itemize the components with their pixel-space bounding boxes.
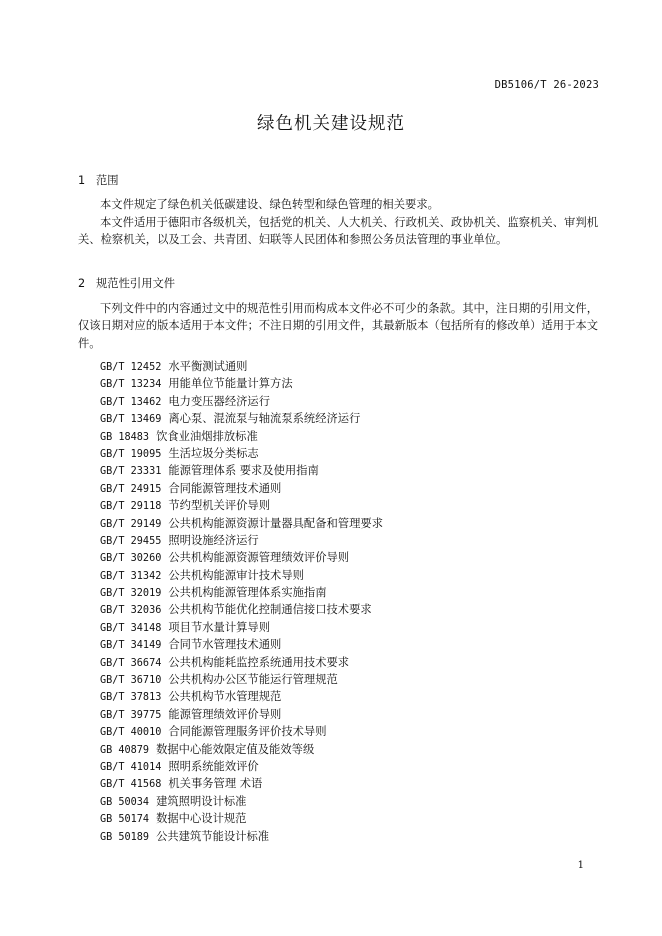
reference-item — [100, 497, 383, 514]
reference-item — [100, 654, 383, 671]
reference-code: GB/T 36674 — [100, 657, 162, 669]
reference-list — [100, 358, 383, 845]
reference-title: 建筑照明设计标准 — [156, 794, 247, 808]
document-code: DB5106/T 26-2023 — [494, 79, 599, 91]
scope-paragraph-1: 本文件规定了绿色机关低碳建设、绿色转型和绿色管理的相关要求。 — [100, 198, 439, 211]
reference-title: 离心泵、混流泵与轴流泵系统经济运行 — [168, 412, 361, 426]
reference-item — [100, 810, 383, 827]
reference-title: 照明系统能效评价 — [168, 759, 259, 773]
reference-code: GB 18483 — [100, 431, 150, 443]
reference-item — [100, 410, 383, 427]
reference-title: 公共机构节水管理规范 — [168, 690, 282, 704]
section-number: 1 — [78, 174, 86, 187]
reference-code: GB/T 39775 — [100, 709, 162, 721]
section-number: 2 — [78, 277, 86, 290]
reference-item — [100, 515, 383, 532]
reference-code: GB/T 32019 — [100, 588, 162, 600]
reference-code: GB 50034 — [100, 796, 150, 808]
reference-item — [100, 567, 383, 584]
reference-item — [100, 428, 383, 445]
reference-code: GB/T 23331 — [100, 466, 162, 478]
reference-title: 节约型机关评价导则 — [168, 499, 271, 513]
reference-code: GB/T 36710 — [100, 675, 162, 687]
reference-code: GB/T 13469 — [100, 414, 162, 426]
reference-title: 用能单位节能量计算方法 — [168, 377, 293, 391]
document-title: 绿色机关建设规范 — [257, 114, 405, 134]
reference-item — [100, 706, 383, 723]
reference-code: GB 50174 — [100, 814, 150, 826]
reference-code: GB/T 13462 — [100, 396, 162, 408]
reference-title: 合同能源管理服务评价技术导则 — [168, 725, 327, 739]
reference-title: 饮食业油烟排放标准 — [156, 429, 258, 443]
reference-title: 数据中心能效限定值及能效等级 — [156, 742, 315, 756]
reference-item — [100, 775, 383, 792]
reference-code: GB/T 30260 — [100, 553, 162, 565]
reference-code: GB/T 29118 — [100, 501, 162, 513]
reference-item — [100, 532, 383, 549]
page-number: 1 — [577, 860, 584, 871]
reference-item — [100, 549, 383, 566]
reference-code: GB/T 24915 — [100, 483, 162, 495]
reference-title: 水平衡测试通则 — [168, 360, 248, 373]
reference-item — [100, 445, 383, 462]
reference-item — [100, 393, 383, 410]
reference-code: GB/T 37813 — [100, 692, 162, 704]
reference-title: 公共机构节能优化控制通信接口技术要求 — [168, 603, 372, 617]
reference-code: GB/T 13234 — [100, 379, 162, 391]
reference-code: GB/T 34148 — [100, 622, 162, 634]
reference-item — [100, 480, 383, 497]
reference-title: 机关事务管理 术语 — [168, 777, 263, 791]
reference-code: GB/T 41568 — [100, 779, 162, 791]
reference-item — [100, 636, 383, 653]
reference-item — [100, 723, 383, 740]
reference-code: GB/T 40010 — [100, 727, 162, 739]
reference-title: 公共建筑节能设计标准 — [156, 829, 270, 843]
reference-title: 公共机构能源资源计量器具配备和管理要求 — [168, 516, 383, 530]
reference-title: 照明设施经济运行 — [168, 533, 259, 547]
reference-item — [100, 758, 383, 775]
reference-item — [100, 793, 383, 810]
reference-item — [100, 828, 383, 845]
reference-item — [100, 375, 383, 392]
reference-item — [100, 671, 383, 688]
reference-title: 生活垃圾分类标志 — [168, 446, 259, 460]
references-intro-paragraph: 下列文件中的内容通过文中的规范性引用而构成本文件必不可少的条款。其中，注日期的引用文件，仅该日期对应的版本适用于本文件；不注日期的引用文件，其最新版本（包括所有的修改单）适用于本文件。 — [78, 302, 598, 350]
scope-paragraph-2: 本文件适用于德阳市各级机关，包括党的机关、人大机关、行政机关、政协机关、监察机关、审判机关、检察机关，以及工会、共青团、妇联等人民团体和参照公务员法管理的事业单位。 — [78, 216, 598, 247]
section-title: 规范性引用文件 — [96, 277, 176, 290]
reference-title: 公共机构能耗监控系统通用技术要求 — [168, 655, 350, 669]
reference-item — [100, 619, 383, 636]
reference-code: GB/T 29149 — [100, 518, 162, 530]
reference-code: GB/T 41014 — [100, 761, 162, 773]
reference-item — [100, 462, 383, 479]
reference-item — [100, 584, 383, 601]
section-heading-normative-references — [78, 275, 175, 291]
reference-title: 数据中心设计规范 — [156, 812, 247, 826]
reference-title: 公共机构办公区节能运行管理规范 — [168, 673, 338, 687]
reference-code: GB/T 29455 — [100, 535, 162, 547]
reference-title: 能源管理绩效评价导则 — [168, 707, 282, 721]
reference-code: GB/T 34149 — [100, 640, 162, 652]
reference-title: 公共机构能源管理体系实施指南 — [168, 586, 327, 600]
reference-title: 项目节水量计算导则 — [168, 620, 271, 634]
reference-title: 能源管理体系 要求及使用指南 — [168, 464, 319, 478]
reference-code: GB 40879 — [100, 744, 150, 756]
section-heading-scope — [78, 172, 119, 188]
reference-code: GB/T 19095 — [100, 448, 162, 460]
reference-title: 合同能源管理技术通则 — [168, 481, 282, 495]
reference-title: 公共机构能源审计技术导则 — [168, 568, 304, 582]
reference-item — [100, 601, 383, 618]
reference-title: 公共机构能源资源管理绩效评价导则 — [168, 551, 350, 565]
reference-code: GB 50189 — [100, 831, 150, 843]
reference-code: GB/T 12452 — [100, 362, 162, 373]
reference-code: GB/T 31342 — [100, 570, 162, 582]
reference-title: 合同节水管理技术通则 — [168, 638, 282, 652]
reference-item — [100, 741, 383, 758]
section-title: 范围 — [96, 174, 119, 187]
reference-item — [100, 358, 383, 375]
reference-title: 电力变压器经济运行 — [168, 394, 271, 408]
reference-code: GB/T 32036 — [100, 605, 162, 617]
reference-item — [100, 688, 383, 705]
